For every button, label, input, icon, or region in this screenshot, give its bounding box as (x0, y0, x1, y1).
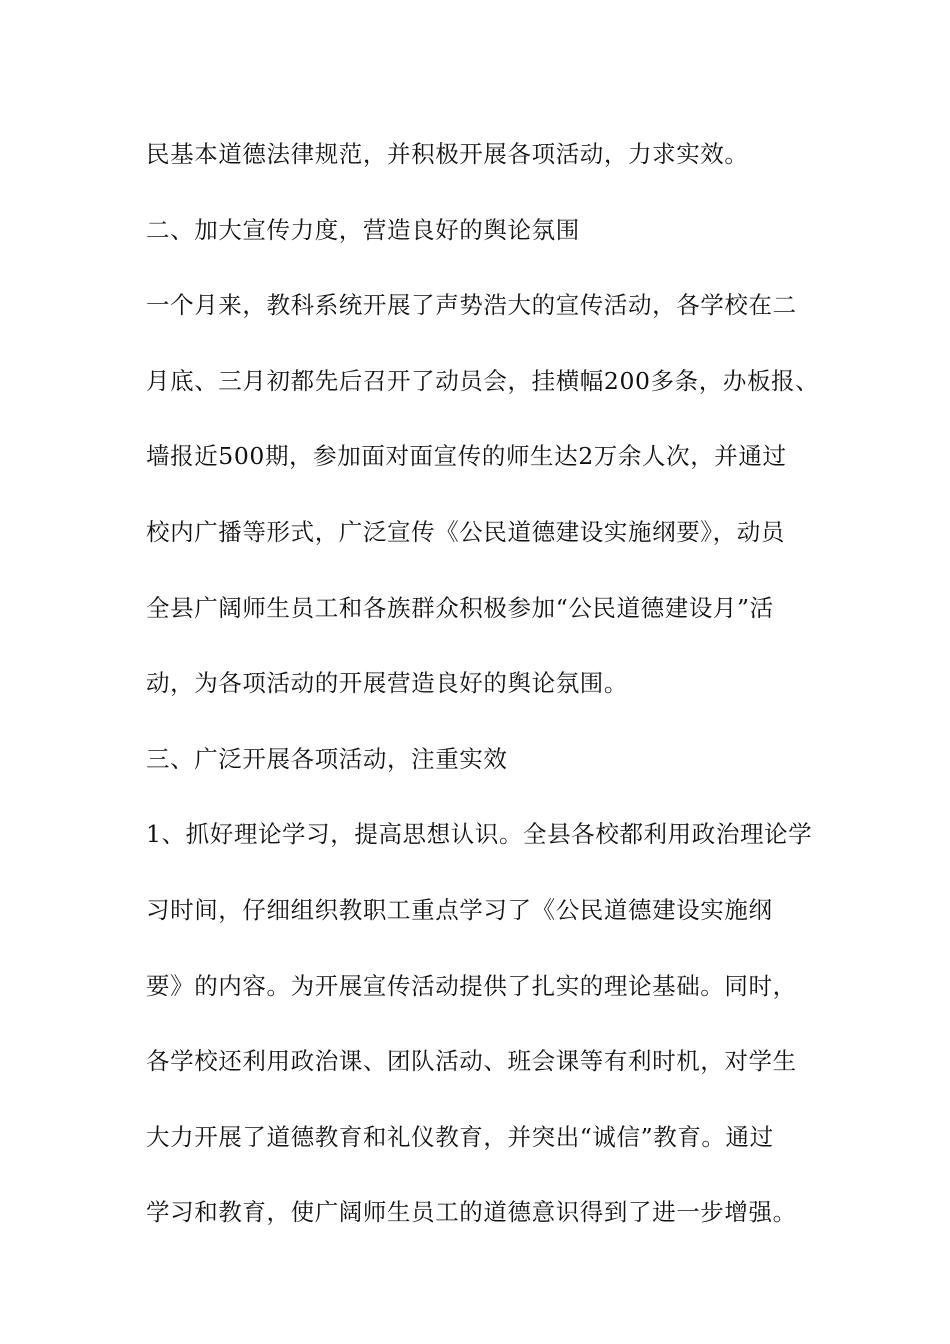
text-line: 习时间，仔细组织教职工重点学习了《公民道德建设实施纲 (146, 895, 773, 924)
text-line: 民基本道德法律规范，并积极开展各项活动，力求实效。 (146, 140, 749, 168)
text-line: 动，为各项活动的开展营造良好的舆论氛围。 (146, 669, 628, 698)
section-heading: 三、广泛开展各项活动，注重实效 (146, 744, 508, 773)
text-line: 月底、三月初都先后召开了动员会，挂横幅200多条，办板报、 (146, 366, 820, 395)
text-line: 1、抓好理论学习，提高思想认识。全县各校都利用政治理论学 (146, 820, 813, 849)
text-line: 校内广播等形式，广泛宣传《公民道德建设实施纲要》，动员 (146, 517, 785, 546)
text-line: 各学校还利用政治课、团队活动、班会课等有利时机，对学生 (146, 1047, 797, 1076)
section-heading: 二、加大宣传力度，营造良好的舆论氛围 (146, 215, 580, 244)
text-line: 要》的内容。为开展宣传活动提供了扎实的理论基础。同时， (146, 971, 797, 1000)
text-line: 大力开展了道德教育和礼仪教育，并突出“诚信”教育。通过 (146, 1122, 774, 1151)
text-line: 全县广阔师生员工和各族群众积极参加“公民道德建设月”活 (146, 593, 774, 622)
text-line: 一个月来，教科系统开展了声势浩大的宣传活动，各学校在二 (146, 291, 797, 320)
text-line: 墙报近500期，参加面对面宣传的师生达2万余人次，并通过 (146, 442, 787, 471)
document-body (146, 132, 836, 1266)
text-line: 学习和教育，使广阔师生员工的道德意识得到了进一步增强。 (146, 1198, 797, 1227)
